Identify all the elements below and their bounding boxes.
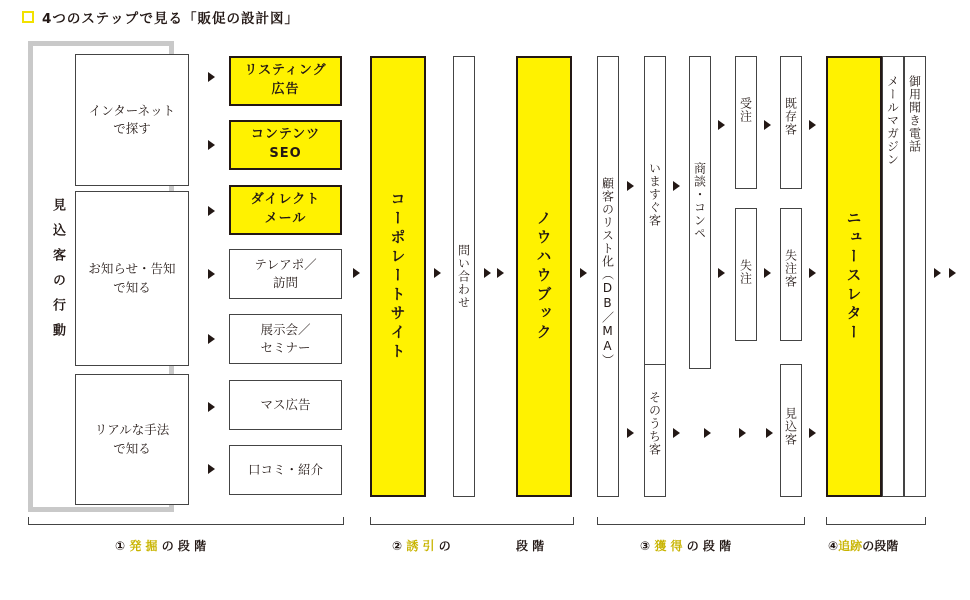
arrow-icon (208, 269, 215, 279)
channel-internet: インターネット で探す (75, 54, 189, 186)
arrow-icon (673, 428, 680, 438)
customer-list: 顧客のリスト化（DB／MA） (597, 56, 619, 497)
arrow-icon (764, 120, 771, 130)
stage-bracket-discovery (28, 517, 344, 525)
stage-acquisition: ③ 獲 得 の 段 階 (640, 539, 732, 553)
tactic-exhibition: 展示会／ セミナー (229, 314, 342, 364)
tactic-mass-ads: マス広告 (229, 380, 342, 430)
existing-customer: 既存客 (780, 56, 802, 189)
tactic-listing-ads: リスティング 広告 (229, 56, 342, 106)
arrow-icon (580, 268, 587, 278)
arrow-icon (208, 72, 215, 82)
arrow-icon (809, 428, 816, 438)
arrow-icon (809, 120, 816, 130)
arrow-icon (766, 428, 773, 438)
mail-magazine: メールマガジン (882, 56, 904, 497)
negotiation: 商談・コンペ (689, 56, 711, 369)
stage-attraction: ② 誘 引 の (392, 539, 451, 553)
behavior-label: 見込客の行動 (50, 198, 65, 348)
arrow-icon (704, 428, 711, 438)
arrow-icon (718, 268, 725, 278)
tactic-teleapo: テレアポ／ 訪問 (229, 249, 342, 299)
channel-real: リアルな手法 で知る (75, 374, 189, 505)
arrow-icon (627, 181, 634, 191)
order-lost: 失注 (735, 208, 757, 341)
corporate-site: コーポレートサイト (370, 56, 426, 497)
arrow-icon (484, 268, 491, 278)
arrow-icon (497, 268, 504, 278)
arrow-icon (208, 464, 215, 474)
arrow-icon (934, 268, 941, 278)
channel-notice: お知らせ・告知 で知る (75, 191, 189, 366)
visit-call: 御用聞き電話 (904, 56, 926, 497)
prospect: 見込客 (780, 364, 802, 497)
arrow-icon (949, 268, 956, 278)
stage-bracket-followup (826, 517, 926, 525)
immediate-customer: いますぐ客 (644, 56, 666, 369)
arrow-icon (809, 268, 816, 278)
page-title: 4つのステップで見る「販促の設計図」 (22, 7, 299, 27)
arrow-icon (434, 268, 441, 278)
tactic-word-of-mouth: 口コミ・紹介 (229, 445, 342, 495)
arrow-icon (764, 268, 771, 278)
stage-discovery: ① 発 掘 の 段 階 (115, 539, 207, 553)
inquiry: 問い合わせ (453, 56, 475, 497)
arrow-icon (208, 402, 215, 412)
arrow-icon (208, 140, 215, 150)
arrow-icon (673, 181, 680, 191)
arrow-icon (353, 268, 360, 278)
title-square-icon (22, 11, 34, 23)
stage-bracket-acquisition (597, 517, 805, 525)
tactic-direct-mail: ダイレクト メール (229, 185, 342, 235)
stage-attraction-tail: 段 階 (516, 539, 545, 553)
lost-customer: 失注客 (780, 208, 802, 341)
stage-bracket-attraction (370, 517, 574, 525)
knowhow-book: ノウハウブック (516, 56, 572, 497)
newsletter: ニュースレター (826, 56, 882, 497)
eventual-customer: そのうち客 (644, 364, 666, 497)
order-won: 受注 (735, 56, 757, 189)
stage-followup: ④追跡の段階 (828, 539, 899, 553)
arrow-icon (718, 120, 725, 130)
arrow-icon (627, 428, 634, 438)
tactic-content-seo: コンテンツ SEO (229, 120, 342, 170)
arrow-icon (208, 334, 215, 344)
arrow-icon (739, 428, 746, 438)
arrow-icon (208, 206, 215, 216)
